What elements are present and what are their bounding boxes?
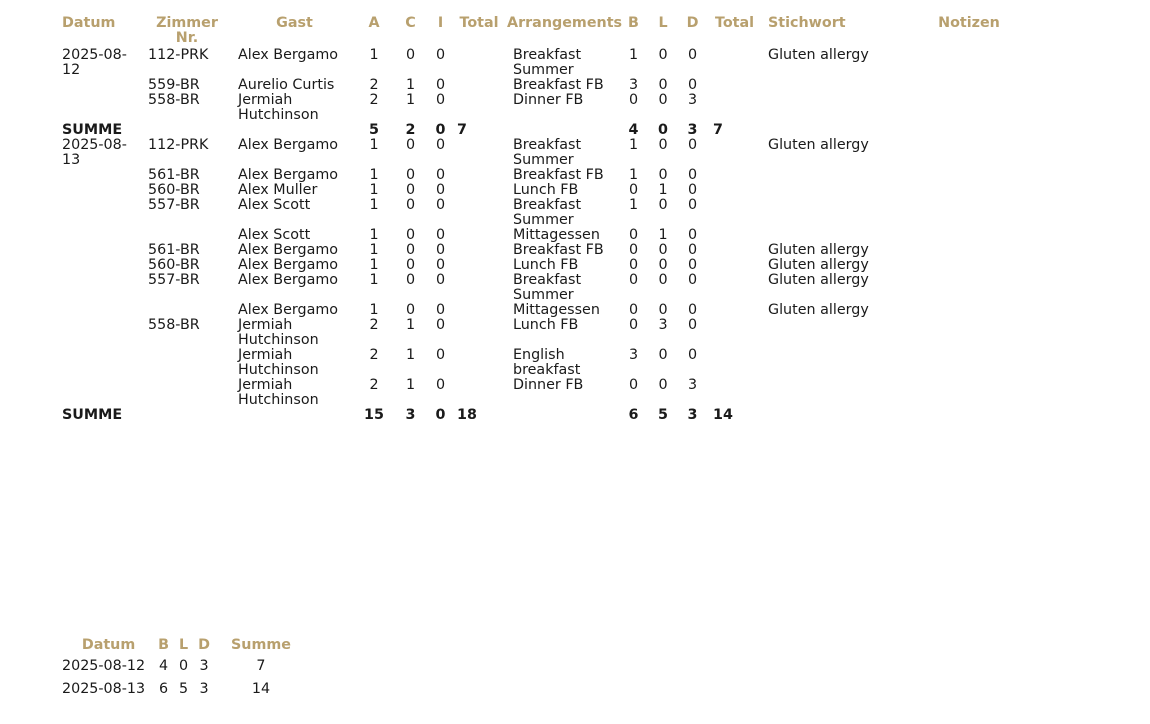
cell-notizen: [882, 258, 1056, 273]
cell-i: 0: [435, 317, 446, 333]
cell-l: 1: [658, 227, 668, 243]
sum-d: 3: [687, 122, 698, 138]
table-row: [56, 138, 1056, 168]
cell-total-meals: [707, 258, 762, 273]
cell-a: 1: [369, 302, 379, 318]
cell-d: 0: [687, 242, 698, 258]
table-row: [56, 168, 1056, 183]
summary-header-l: L: [179, 637, 189, 653]
cell-arrangement: Breakfast Summer: [513, 137, 582, 168]
cell-datum: [56, 378, 142, 408]
col-header-zimmer-line1: Zimmer: [156, 15, 218, 31]
col-header-gast: Gast: [276, 15, 313, 31]
cell-b: 0: [628, 92, 639, 108]
cell-gast: Jermiah Hutchinson: [238, 92, 319, 123]
cell-c: 1: [405, 317, 416, 333]
col-header-zimmer: [142, 14, 232, 48]
cell-notizen: [882, 168, 1056, 183]
cell-stichwort: [762, 318, 882, 348]
cell-stichwort: Gluten allergy: [768, 242, 869, 258]
cell-stichwort: [762, 348, 882, 378]
cell-arrangement: Breakfast FB: [513, 167, 604, 183]
cell-a: 2: [369, 377, 379, 393]
summary-header-row: [56, 636, 296, 657]
cell-b: 1: [628, 197, 639, 213]
cell-gast: Jermiah Hutchinson: [238, 347, 319, 378]
cell-c: 1: [405, 377, 416, 393]
sum-c: 3: [405, 407, 416, 423]
cell-a: 1: [369, 242, 379, 258]
cell-zimmer: 560-BR: [148, 257, 200, 273]
cell-datum: [56, 258, 142, 273]
cell-gast: Alex Bergamo: [238, 302, 339, 318]
sum-arrangement: [507, 123, 619, 138]
cell-d: 0: [687, 347, 698, 363]
summary-row: [56, 680, 296, 703]
cell-b: 3: [628, 77, 639, 93]
cell-d: 0: [687, 182, 698, 198]
cell-l: 0: [658, 377, 668, 393]
cell-zimmer: 561-BR: [148, 167, 200, 183]
summary-row: [56, 657, 296, 680]
cell-total: [451, 228, 507, 243]
cell-gast: Alex Scott: [238, 197, 311, 213]
table-row: [56, 318, 1056, 348]
cell-total-meals: [707, 93, 762, 123]
cell-c: 0: [405, 47, 416, 63]
cell-gast: Alex Scott: [238, 227, 311, 243]
cell-stichwort: Gluten allergy: [768, 47, 869, 63]
cell-notizen: [882, 348, 1056, 378]
sum-label: SUMME: [62, 122, 123, 138]
cell-arrangement: Dinner FB: [513, 377, 584, 393]
table-row: [56, 348, 1056, 378]
cell-notizen: [882, 183, 1056, 198]
cell-notizen: [882, 198, 1056, 228]
table-row: [56, 303, 1056, 318]
cell-total: [451, 303, 507, 318]
cell-d: 0: [687, 302, 698, 318]
cell-a: 1: [369, 47, 379, 63]
sum-l: 0: [658, 122, 668, 138]
cell-b: 1: [628, 137, 639, 153]
cell-stichwort: [762, 93, 882, 123]
meal-plan-table: [56, 14, 1056, 423]
cell-c: 0: [405, 182, 416, 198]
cell-arrangement: Lunch FB: [513, 257, 579, 273]
cell-zimmer: 112-PRK: [148, 47, 209, 63]
cell-datum: [56, 78, 142, 93]
cell-d: 0: [687, 47, 698, 63]
cell-total: [451, 168, 507, 183]
cell-datum: 2025-08-12: [62, 47, 127, 78]
summary-cell-d: 3: [199, 681, 209, 697]
cell-i: 0: [435, 182, 446, 198]
table-header-row: [56, 14, 1056, 48]
cell-total: [451, 93, 507, 123]
cell-c: 0: [405, 227, 416, 243]
cell-notizen: [882, 243, 1056, 258]
summary-cell-d: 3: [199, 658, 209, 674]
cell-notizen: [882, 228, 1056, 243]
cell-datum: [56, 228, 142, 243]
cell-total-meals: [707, 183, 762, 198]
cell-l: 0: [658, 77, 668, 93]
cell-i: 0: [435, 257, 446, 273]
cell-l: 0: [658, 47, 668, 63]
sum-i: 0: [435, 122, 446, 138]
cell-total-meals: [707, 138, 762, 168]
sum-label: SUMME: [62, 407, 123, 423]
col-header-i: I: [437, 15, 444, 31]
cell-a: 2: [369, 347, 379, 363]
cell-i: 0: [435, 197, 446, 213]
summary-cell-datum: 2025-08-13: [62, 681, 146, 697]
sum-a: 5: [369, 122, 379, 138]
cell-d: 0: [687, 317, 698, 333]
cell-arrangement: Mittagessen: [513, 302, 600, 318]
cell-datum: [56, 303, 142, 318]
cell-a: 1: [369, 227, 379, 243]
col-header-stichwort: Stichwort: [768, 15, 846, 31]
cell-stichwort: [762, 228, 882, 243]
cell-d: 0: [687, 272, 698, 288]
cell-zimmer: [142, 228, 232, 243]
cell-stichwort: [762, 168, 882, 183]
cell-notizen: [882, 303, 1056, 318]
cell-b: 0: [628, 227, 639, 243]
cell-zimmer: [142, 348, 232, 378]
cell-b: 0: [628, 377, 639, 393]
col-header-datum: Datum: [62, 15, 116, 31]
cell-i: 0: [435, 242, 446, 258]
cell-l: 0: [658, 272, 668, 288]
cell-notizen: [882, 138, 1056, 168]
table-row: [56, 93, 1056, 123]
cell-notizen: [882, 378, 1056, 408]
table-body: [56, 48, 1056, 423]
cell-datum: [56, 183, 142, 198]
cell-total-meals: [707, 303, 762, 318]
col-header-total: Total: [459, 15, 499, 31]
cell-total: [451, 138, 507, 168]
cell-zimmer: 559-BR: [148, 77, 200, 93]
col-header-l: L: [658, 15, 668, 31]
cell-total-meals: [707, 348, 762, 378]
table-row: [56, 183, 1056, 198]
sum-b: 4: [628, 122, 639, 138]
cell-b: 0: [628, 272, 639, 288]
sum-stichwort: [762, 123, 882, 138]
cell-total-meals: [707, 228, 762, 243]
cell-arrangement: Mittagessen: [513, 227, 600, 243]
table-row: [56, 198, 1056, 228]
cell-gast: Alex Bergamo: [238, 242, 339, 258]
cell-total-meals: [707, 273, 762, 303]
cell-b: 0: [628, 257, 639, 273]
cell-total: [451, 348, 507, 378]
cell-a: 1: [369, 137, 379, 153]
cell-d: 0: [687, 137, 698, 153]
cell-total: [451, 183, 507, 198]
cell-l: 0: [658, 197, 668, 213]
cell-l: 0: [658, 302, 668, 318]
cell-i: 0: [435, 302, 446, 318]
cell-gast: Alex Bergamo: [238, 167, 339, 183]
cell-total: [451, 378, 507, 408]
table-row: [56, 258, 1056, 273]
cell-c: 0: [405, 272, 416, 288]
cell-total-meals: [707, 78, 762, 93]
cell-a: 2: [369, 317, 379, 333]
summary-header-b: B: [158, 637, 169, 653]
cell-l: 3: [658, 317, 668, 333]
cell-i: 0: [435, 377, 446, 393]
cell-arrangement: English breakfast: [513, 347, 581, 378]
cell-datum: [56, 318, 142, 348]
cell-datum: [56, 168, 142, 183]
cell-c: 0: [405, 197, 416, 213]
cell-notizen: [882, 93, 1056, 123]
cell-arrangement: Lunch FB: [513, 182, 579, 198]
sum-a: 15: [364, 407, 384, 423]
cell-i: 0: [435, 167, 446, 183]
summary-body: [56, 657, 296, 703]
sum-d: 3: [687, 407, 698, 423]
cell-l: 0: [658, 167, 668, 183]
cell-gast: Alex Bergamo: [238, 47, 339, 63]
cell-l: 0: [658, 242, 668, 258]
summary-cell-b: 6: [158, 681, 169, 697]
summary-header-d: D: [198, 637, 210, 653]
cell-b: 0: [628, 302, 639, 318]
cell-c: 1: [405, 92, 416, 108]
cell-notizen: [882, 318, 1056, 348]
table-row: [56, 273, 1056, 303]
sum-stichwort: [762, 408, 882, 423]
cell-datum: 2025-08-13: [62, 137, 127, 168]
cell-stichwort: [762, 183, 882, 198]
cell-arrangement: Breakfast Summer: [513, 272, 582, 303]
cell-zimmer: 557-BR: [148, 272, 200, 288]
cell-l: 0: [658, 92, 668, 108]
sum-b: 6: [628, 407, 639, 423]
daily-summary-table: [56, 636, 296, 703]
cell-total: [451, 258, 507, 273]
col-header-d: D: [686, 15, 699, 31]
cell-gast: Jermiah Hutchinson: [238, 377, 319, 408]
cell-stichwort: Gluten allergy: [768, 272, 869, 288]
summary-cell-l: 0: [179, 658, 189, 674]
sum-arrangement: [507, 408, 619, 423]
cell-zimmer: 557-BR: [148, 197, 200, 213]
cell-d: 0: [687, 197, 698, 213]
sum-total: 7: [457, 122, 467, 138]
cell-stichwort: Gluten allergy: [768, 302, 869, 318]
cell-a: 1: [369, 257, 379, 273]
cell-arrangement: Dinner FB: [513, 92, 584, 108]
cell-c: 0: [405, 302, 416, 318]
cell-l: 0: [658, 257, 668, 273]
cell-zimmer: 558-BR: [148, 92, 200, 108]
cell-b: 3: [628, 347, 639, 363]
summary-header-datum: Datum: [81, 637, 136, 653]
cell-i: 0: [435, 92, 446, 108]
cell-total-meals: [707, 198, 762, 228]
cell-total-meals: [707, 48, 762, 78]
cell-datum: [56, 93, 142, 123]
cell-notizen: [882, 78, 1056, 93]
summary-header-summe: Summe: [231, 637, 291, 653]
cell-total: [451, 318, 507, 348]
cell-stichwort: Gluten allergy: [768, 137, 869, 153]
cell-total: [451, 243, 507, 258]
cell-gast: Jermiah Hutchinson: [238, 317, 319, 348]
cell-arrangement: Breakfast FB: [513, 77, 604, 93]
cell-d: 3: [687, 377, 698, 393]
cell-c: 0: [405, 167, 416, 183]
sum-total-meals: 7: [713, 122, 723, 138]
table-row: [56, 228, 1056, 243]
table-row: [56, 378, 1056, 408]
cell-datum: [56, 273, 142, 303]
sum-total-meals: 14: [713, 407, 733, 423]
cell-b: 0: [628, 182, 639, 198]
summary-cell-summe: 14: [251, 681, 271, 697]
cell-notizen: [882, 273, 1056, 303]
cell-zimmer: [142, 378, 232, 408]
sum-row: [56, 123, 1056, 138]
summary-cell-datum: 2025-08-12: [62, 658, 146, 674]
cell-total-meals: [707, 378, 762, 408]
cell-d: 0: [687, 257, 698, 273]
cell-stichwort: Gluten allergy: [768, 257, 869, 273]
table-row: [56, 48, 1056, 78]
cell-notizen: [882, 48, 1056, 78]
col-header-b: B: [628, 15, 639, 31]
cell-d: 0: [687, 227, 698, 243]
cell-d: 0: [687, 77, 698, 93]
summary-cell-l: 5: [179, 681, 189, 697]
cell-c: 0: [405, 257, 416, 273]
cell-i: 0: [435, 272, 446, 288]
cell-b: 1: [628, 167, 639, 183]
cell-gast: Alex Bergamo: [238, 257, 339, 273]
cell-b: 0: [628, 317, 639, 333]
cell-arrangement: Breakfast FB: [513, 242, 604, 258]
cell-total-meals: [707, 168, 762, 183]
cell-c: 1: [405, 77, 416, 93]
cell-b: 1: [628, 47, 639, 63]
cell-stichwort: [762, 198, 882, 228]
cell-i: 0: [435, 347, 446, 363]
cell-i: 0: [435, 47, 446, 63]
cell-c: 0: [405, 137, 416, 153]
summary-cell-b: 4: [158, 658, 169, 674]
cell-d: 3: [687, 92, 698, 108]
cell-total: [451, 78, 507, 93]
cell-arrangement: Breakfast Summer: [513, 197, 582, 228]
cell-l: 1: [658, 182, 668, 198]
cell-zimmer: [142, 303, 232, 318]
cell-zimmer: 560-BR: [148, 182, 200, 198]
col-header-a: A: [368, 15, 380, 31]
sum-row: [56, 408, 1056, 423]
cell-zimmer: 558-BR: [148, 317, 200, 333]
cell-d: 0: [687, 167, 698, 183]
cell-b: 0: [628, 242, 639, 258]
col-header-arrangements: Arrangements: [507, 15, 623, 31]
cell-gast: Alex Bergamo: [238, 272, 339, 288]
sum-i: 0: [435, 407, 446, 423]
table-row: [56, 78, 1056, 93]
cell-a: 1: [369, 167, 379, 183]
table-row: [56, 243, 1056, 258]
cell-a: 1: [369, 197, 379, 213]
cell-total-meals: [707, 243, 762, 258]
cell-gast: Alex Bergamo: [238, 137, 339, 153]
cell-gast: Aurelio Curtis: [238, 77, 335, 93]
cell-datum: [56, 243, 142, 258]
summary-cell-summe: 7: [256, 658, 266, 674]
cell-total: [451, 198, 507, 228]
cell-a: 1: [369, 182, 379, 198]
col-header-zimmer-line2: Nr.: [175, 30, 199, 46]
sum-notizen: [882, 123, 1056, 138]
cell-stichwort: [762, 378, 882, 408]
cell-zimmer: 561-BR: [148, 242, 200, 258]
cell-a: 2: [369, 92, 379, 108]
cell-a: 2: [369, 77, 379, 93]
cell-c: 0: [405, 242, 416, 258]
cell-total: [451, 48, 507, 78]
sum-notizen: [882, 408, 1056, 423]
sum-c: 2: [405, 122, 416, 138]
cell-arrangement: Lunch FB: [513, 317, 579, 333]
col-header-c: C: [405, 15, 416, 31]
cell-c: 1: [405, 347, 416, 363]
cell-gast: Alex Muller: [238, 182, 318, 198]
cell-l: 0: [658, 347, 668, 363]
cell-total: [451, 273, 507, 303]
cell-i: 0: [435, 137, 446, 153]
sum-total: 18: [457, 407, 477, 423]
col-header-total-meals: Total: [714, 15, 755, 31]
col-header-notizen: Notizen: [938, 15, 1000, 31]
cell-l: 0: [658, 137, 668, 153]
cell-i: 0: [435, 77, 446, 93]
cell-stichwort: [762, 78, 882, 93]
cell-datum: [56, 198, 142, 228]
cell-zimmer: 112-PRK: [148, 137, 209, 153]
cell-arrangement: Breakfast Summer: [513, 47, 582, 78]
cell-a: 1: [369, 272, 379, 288]
cell-total-meals: [707, 318, 762, 348]
cell-i: 0: [435, 227, 446, 243]
cell-datum: [56, 348, 142, 378]
sum-l: 5: [658, 407, 668, 423]
